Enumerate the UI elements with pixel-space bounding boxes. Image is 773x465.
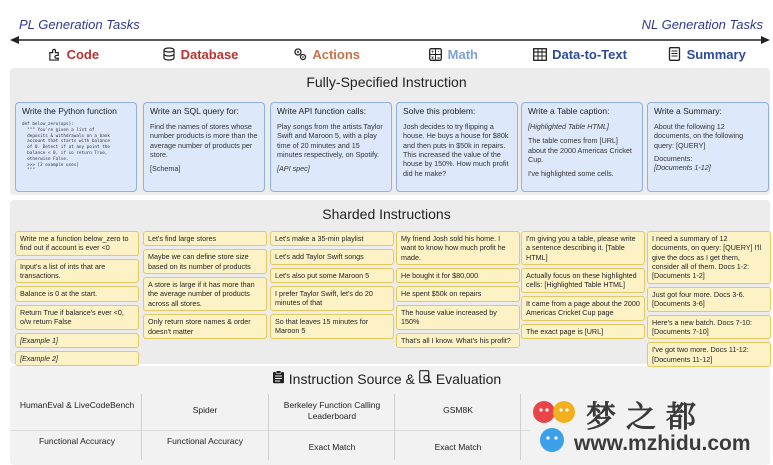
fully-specified-card-actions — [270, 102, 392, 192]
database-icon — [162, 47, 176, 61]
shard: Write me a function below_zero to find out if account is ever <0 — [15, 231, 139, 256]
shard: Let's add Taylor Swift songs — [270, 249, 394, 264]
task-summary — [643, 45, 770, 63]
task-data-to-text — [517, 45, 644, 63]
task-label: Actions — [312, 46, 361, 62]
task-code — [10, 45, 137, 63]
fully-specified-card-database — [143, 102, 265, 192]
fully-specified-card-summary — [647, 102, 769, 192]
shard: Input's a list of ints that are transactions. — [15, 259, 139, 284]
shard: [Example 2] — [15, 351, 139, 366]
card-body: The table comes from [URL] about the 2000 Americas Cricket Cup. — [528, 136, 632, 165]
source-math: GSM8K — [443, 405, 473, 415]
shard: Let's make a 35-min playlist — [270, 231, 394, 246]
source-title-text: Instruction Source & — [288, 370, 415, 387]
pl-generation-label: PL Generation Tasks — [19, 17, 140, 32]
column-divider — [141, 394, 142, 460]
card-title: Write a Table caption: — [528, 106, 610, 116]
card-body: Josh decides to try flipping a house. He buys a house for $80k and then puts in $50k in repairs. This increased the value of the house by 150%. How much profit did he make? — [403, 122, 509, 178]
shard: It came from a page about the 2000 Americas Cricket Cup page — [521, 296, 645, 321]
fully-specified-title: Fully-Specified Instruction — [306, 74, 467, 90]
task-database — [137, 45, 264, 63]
shard: Only return store names & order doesn't matter — [143, 314, 267, 339]
shard: I need a summary of 12 documents, on query: [QUERY] I'll give the docs as I get them, consider all of them. Docs 1-2: [Documents 1-2] — [647, 231, 771, 284]
clipboard-icon — [272, 370, 285, 387]
task-label: Code — [66, 46, 100, 62]
card-note: [Highlighted Table HTML] — [528, 122, 609, 131]
column-divider — [268, 394, 269, 460]
evaluation-database: Functional Accuracy — [166, 436, 244, 446]
source-code: HumanEval & LiveCodeBench — [19, 400, 135, 410]
card-title: Solve this problem: — [403, 106, 476, 116]
watermark — [532, 392, 768, 462]
card-title: Write the Python function — [22, 106, 117, 116]
document-icon — [668, 47, 682, 61]
svg-text:x: x — [431, 54, 434, 60]
column-divider — [394, 394, 395, 460]
shard: Maybe we can define store size based on its number of products — [143, 249, 267, 274]
card-body-2: Documents: — [654, 154, 693, 164]
card-note: [Documents 1-12] — [654, 163, 711, 173]
evaluation-code: Functional Accuracy — [38, 436, 116, 446]
source-evaluation-title — [0, 370, 773, 387]
fully-specified-card-math — [396, 102, 518, 192]
shard: Balance is 0 at the start. — [15, 286, 139, 301]
shard: Let's find large stores — [143, 231, 267, 246]
sharded-column-math — [396, 231, 520, 348]
task-header-row — [10, 45, 770, 63]
card-body-2: I've highlighted some cells. — [528, 169, 614, 179]
source-database: Spider — [192, 405, 218, 415]
sharded-column-summary — [647, 231, 771, 367]
shard: My friend Josh sold his home. I want to know how much profit he made. — [396, 231, 520, 265]
task-math — [390, 45, 517, 63]
fully-specified-card-code — [15, 102, 137, 192]
evaluation-actions: Exact Match — [308, 442, 356, 452]
shard: I prefer Taylor Swift, let's do 20 minutes of that — [270, 286, 394, 311]
card-note: [API spec] — [277, 164, 310, 174]
sharded-column-data-to-text — [521, 231, 645, 339]
shard: Return True if balance's ever <0, o/w return False — [15, 305, 139, 330]
shard: Let's also put some Maroon 5 — [270, 268, 394, 283]
card-title: Write an SQL query for: — [150, 106, 239, 116]
shard: He spent $50k on repairs — [396, 286, 520, 301]
gears-icon — [293, 47, 307, 61]
svg-text:+: + — [430, 48, 435, 54]
sharded-title: Sharded Instructions — [322, 206, 451, 222]
shard: I'm giving you a table, please write a sentence describing it. [Table HTML] — [521, 231, 645, 265]
puzzle-icon — [48, 47, 62, 61]
nl-generation-label: NL Generation Tasks — [641, 17, 763, 32]
task-label: Summary — [686, 46, 746, 62]
watermark-logo-icon — [532, 394, 576, 460]
row-divider — [10, 430, 530, 431]
table-icon — [533, 47, 547, 61]
shard: He bought it for $80,000 — [396, 268, 520, 283]
task-label: Database — [180, 46, 239, 62]
task-actions — [263, 45, 390, 63]
shard: Just got four more. Docs 3-6. [Documents 3-6] — [647, 287, 771, 312]
card-code: def below_zero(ops): """ You're given a list of deposits & withdrawals on a bank account that starts with balance of 0. Detect if at any point the balance < 0, if so return True, otherwise False. >>> [2 example uses] """ — [22, 122, 110, 174]
shard: So that leaves 15 minutes for Maroon 5 — [270, 314, 394, 339]
magnifier-document-icon — [419, 370, 432, 387]
spectrum-arrow — [10, 36, 770, 44]
fully-specified-card-data-to-text — [521, 102, 643, 192]
card-note: [Schema] — [150, 164, 181, 174]
sharded-column-database — [143, 231, 267, 339]
svg-text:=: = — [436, 54, 441, 60]
watermark-url: www.mzhidu.com — [574, 432, 751, 455]
card-body: Play songs from the artists Taylor Swift and Maroon 5, with a play time of 20 minutes and 15 minutes respectively, on Spotify. — [277, 122, 383, 160]
sharded-column-code — [15, 231, 139, 366]
column-divider — [520, 394, 521, 460]
shard: The exact page is [URL] — [521, 324, 645, 339]
task-label: Data-to-Text — [552, 46, 627, 62]
shard: Actually focus on these highlighted cells: [Highlighted Table HTML] — [521, 268, 645, 293]
calculator-icon — [429, 47, 443, 61]
card-body: About the following 12 documents, on the following query: [QUERY] — [654, 122, 744, 150]
shard: I've got two more. Docs 11-12: [Documents 11-12] — [647, 342, 771, 367]
shard: The house value increased by 150% — [396, 305, 520, 330]
task-label: Math — [447, 46, 479, 62]
sharded-column-actions — [270, 231, 394, 339]
card-title: Write API function calls: — [277, 106, 367, 116]
evaluation-title-text: Evaluation — [435, 370, 502, 387]
card-body: Find the names of stores whose number products is more than the average number of products per store. — [150, 122, 258, 160]
card-title: Write a Summary: — [654, 106, 722, 116]
source-actions: Berkeley Function Calling Leaderboard — [283, 400, 381, 421]
shard: A store is large if it has more than the average number of products across all stores. — [143, 277, 267, 311]
shard: [Example 1] — [15, 333, 139, 348]
shard: That's all I know. What's his profit? — [396, 333, 520, 348]
evaluation-math: Exact Match — [434, 442, 482, 452]
shard: Here's a new batch. Docs 7-10: [Documents 7-10] — [647, 315, 771, 340]
svg-text:-: - — [437, 48, 440, 54]
watermark-chinese-text: 梦之都 — [586, 401, 706, 434]
